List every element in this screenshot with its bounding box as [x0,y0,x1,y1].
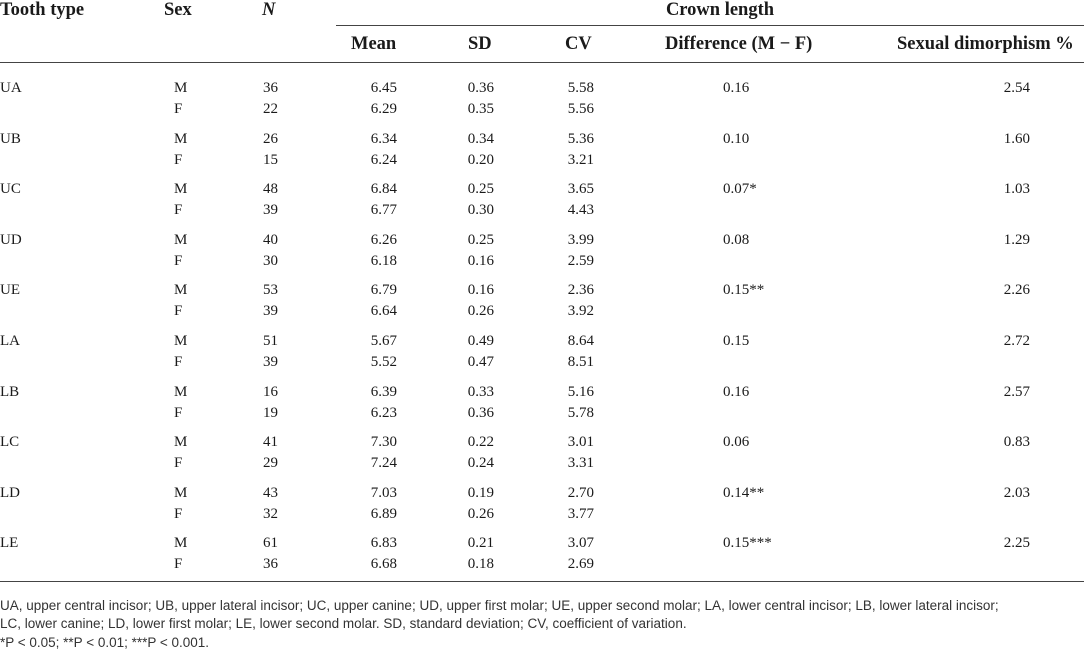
sd-cell: 0.36 [467,405,494,421]
header-n: N [262,0,276,20]
sex-cell: M [174,131,188,147]
sex-cell: F [174,253,183,269]
difference-cell: 0.06 [723,434,750,450]
sd-cell: 0.18 [467,556,494,572]
mean-cell: 6.83 [370,535,397,551]
mean-cell: 6.29 [370,101,397,117]
n-cell: 39 [263,303,278,319]
dimorphism-cell: 2.03 [1003,485,1030,501]
n-cell: 53 [263,282,278,298]
n-cell: 19 [263,405,278,421]
n-cell: 39 [263,354,278,370]
sd-cell: 0.21 [467,535,494,551]
tooth-type-cell: LA [0,333,20,349]
cv-cell: 5.16 [567,384,594,400]
dimorphism-cell: 1.60 [1003,131,1030,147]
mean-cell: 6.45 [370,80,397,96]
sd-cell: 0.19 [467,485,494,501]
sd-cell: 0.30 [467,202,494,218]
mean-cell: 6.79 [370,282,397,298]
difference-cell: 0.15** [723,282,765,298]
cv-cell: 5.56 [567,101,594,117]
mean-cell: 5.67 [370,333,397,349]
mean-cell: 7.03 [370,485,397,501]
difference-cell: 0.10 [723,131,750,147]
difference-cell: 0.15*** [723,535,772,551]
dimorphism-cell: 2.25 [1003,535,1030,551]
mean-cell: 6.26 [370,232,397,248]
n-cell: 26 [263,131,278,147]
sex-cell: M [174,434,188,450]
sd-cell: 0.20 [467,152,494,168]
n-cell: 32 [263,506,278,522]
tooth-type-cell: LB [0,384,20,400]
table-bottom-rule [0,581,1084,582]
mean-cell: 6.89 [370,506,397,522]
sex-cell: F [174,455,183,471]
n-cell: 16 [263,384,278,400]
sex-cell: F [174,556,183,572]
sex-cell: F [174,405,183,421]
difference-cell: 0.14** [723,485,765,501]
difference-cell: 0.08 [723,232,750,248]
n-cell: 43 [263,485,278,501]
footnote-significance: *P < 0.05; **P < 0.01; ***P < 0.001. [0,635,210,650]
difference-cell: 0.16 [723,80,750,96]
tooth-type-cell: LE [0,535,19,551]
tooth-type-cell: UC [0,181,21,197]
cv-cell: 3.65 [567,181,594,197]
sex-cell: F [174,303,183,319]
sex-cell: M [174,333,188,349]
sd-cell: 0.16 [467,282,494,298]
tooth-type-cell: UA [0,80,22,96]
n-cell: 15 [263,152,278,168]
cv-cell: 3.92 [567,303,594,319]
difference-cell: 0.15 [723,333,750,349]
sd-cell: 0.22 [467,434,494,450]
header-sd: SD [468,34,492,54]
header-crown-length: Crown length [665,0,775,20]
mean-cell: 7.30 [370,434,397,450]
mean-cell: 6.64 [370,303,397,319]
mean-cell: 5.52 [370,354,397,370]
n-cell: 48 [263,181,278,197]
cv-cell: 3.01 [567,434,594,450]
sd-cell: 0.25 [467,232,494,248]
n-cell: 39 [263,202,278,218]
sex-cell: M [174,384,188,400]
sex-cell: F [174,354,183,370]
cv-cell: 3.77 [567,506,594,522]
tooth-type-cell: LD [0,485,20,501]
cv-cell: 3.99 [567,232,594,248]
sex-cell: M [174,232,188,248]
mean-cell: 6.23 [370,405,397,421]
sex-cell: F [174,506,183,522]
sd-cell: 0.26 [467,303,494,319]
header-bottom-rule [0,62,1084,63]
n-cell: 41 [263,434,278,450]
footnote-abbreviations-2: LC, lower canine; LD, lower first molar; LE, lower second molar. SD, standard deviation; CV, coefficient of variation. [0,616,687,631]
header-tooth-type: Tooth type [0,0,85,20]
n-cell: 30 [263,253,278,269]
n-cell: 40 [263,232,278,248]
difference-cell: 0.16 [723,384,750,400]
cv-cell: 2.70 [567,485,594,501]
dimorphism-cell: 2.57 [1003,384,1030,400]
sd-cell: 0.26 [467,506,494,522]
sex-cell: M [174,535,188,551]
mean-cell: 6.18 [370,253,397,269]
sex-cell: M [174,181,188,197]
cv-cell: 3.21 [567,152,594,168]
sd-cell: 0.36 [467,80,494,96]
sd-cell: 0.34 [467,131,494,147]
cv-cell: 5.78 [567,405,594,421]
mean-cell: 7.24 [370,455,397,471]
header-difference: Difference (M − F) [665,34,813,54]
n-cell: 29 [263,455,278,471]
cv-cell: 2.59 [567,253,594,269]
cv-cell: 8.64 [567,333,594,349]
tooth-type-cell: UB [0,131,21,147]
mean-cell: 6.77 [370,202,397,218]
sex-cell: F [174,152,183,168]
dimorphism-cell: 1.29 [1003,232,1030,248]
dimorphism-cell: 2.72 [1003,333,1030,349]
sd-cell: 0.33 [467,384,494,400]
difference-cell: 0.07* [723,181,757,197]
header-sex: Sex [164,0,192,20]
header-group-rule [336,25,1084,26]
sex-cell: F [174,101,183,117]
sd-cell: 0.47 [467,354,494,370]
mean-cell: 6.84 [370,181,397,197]
tooth-type-cell: UE [0,282,20,298]
mean-cell: 6.39 [370,384,397,400]
header-dimorphism: Sexual dimorphism % [897,34,1074,54]
sex-cell: M [174,485,188,501]
tooth-type-cell: UD [0,232,22,248]
dimorphism-cell: 0.83 [1003,434,1030,450]
cv-cell: 2.36 [567,282,594,298]
sex-cell: F [174,202,183,218]
cv-cell: 8.51 [567,354,594,370]
tooth-type-cell: LC [0,434,20,450]
dimorphism-cell: 2.54 [1003,80,1030,96]
mean-cell: 6.24 [370,152,397,168]
footnote-abbreviations-1: UA, upper central incisor; UB, upper lateral incisor; UC, upper canine; UD, upper first molar; UE, upper second molar; LA, lower central incisor; LB, lower lateral incisor; [0,598,999,613]
cv-cell: 5.36 [567,131,594,147]
cv-cell: 2.69 [567,556,594,572]
sd-cell: 0.49 [467,333,494,349]
header-cv: CV [565,34,592,54]
cv-cell: 3.07 [567,535,594,551]
cv-cell: 4.43 [567,202,594,218]
dimorphism-cell: 2.26 [1003,282,1030,298]
header-mean: Mean [351,34,397,54]
sex-cell: M [174,80,188,96]
n-cell: 36 [263,556,278,572]
n-cell: 36 [263,80,278,96]
dimorphism-cell: 1.03 [1003,181,1030,197]
cv-cell: 5.58 [567,80,594,96]
mean-cell: 6.34 [370,131,397,147]
n-cell: 51 [263,333,278,349]
cv-cell: 3.31 [567,455,594,471]
sex-cell: M [174,282,188,298]
sd-cell: 0.25 [467,181,494,197]
mean-cell: 6.68 [370,556,397,572]
n-cell: 61 [263,535,278,551]
sd-cell: 0.35 [467,101,494,117]
sd-cell: 0.24 [467,455,494,471]
sd-cell: 0.16 [467,253,494,269]
n-cell: 22 [263,101,278,117]
